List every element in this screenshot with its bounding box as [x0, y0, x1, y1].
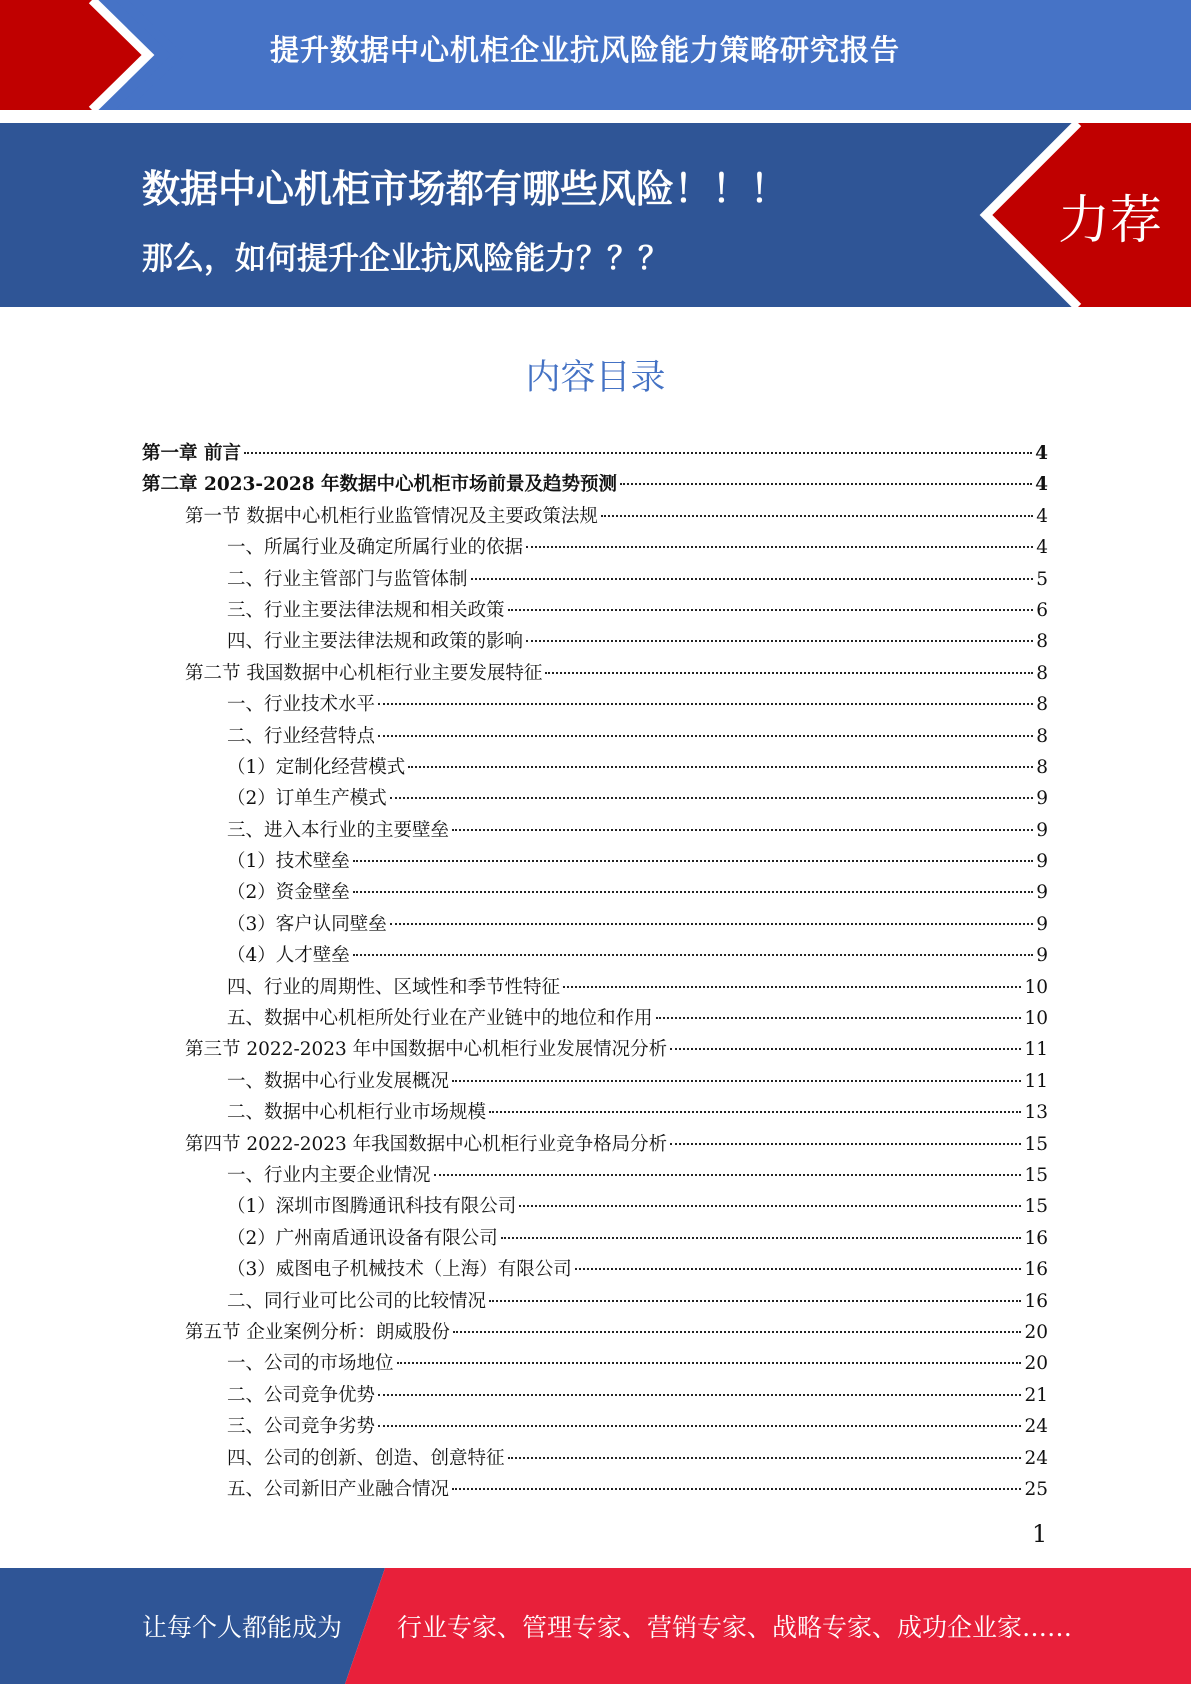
toc-entry-page: 9 — [1036, 819, 1048, 841]
toc-entry[interactable] — [142, 1003, 1048, 1034]
report-title-banner — [0, 0, 1191, 110]
toc-entry-label: 三、进入本行业的主要壁垒 — [227, 819, 450, 841]
toc-entry[interactable] — [142, 972, 1048, 1003]
toc-dot-leader — [378, 703, 1033, 705]
toc-entry[interactable] — [142, 469, 1048, 500]
toc-dot-leader — [526, 546, 1033, 548]
toc-entry-page: 8 — [1036, 756, 1048, 778]
toc-entry-label: 第四节 2022-2023 年我国数据中心机柜行业竞争格局分析 — [185, 1133, 668, 1155]
toc-dot-leader — [670, 1143, 1021, 1145]
toc-dot-leader — [489, 1111, 1021, 1113]
toc-dot-leader — [519, 1205, 1021, 1207]
toc-entry-page: 9 — [1036, 882, 1048, 904]
toc-entry-page: 9 — [1036, 945, 1048, 967]
toc-entry-label: 二、同行业可比公司的比较情况 — [227, 1290, 487, 1312]
toc-entry-page: 10 — [1024, 1008, 1048, 1030]
toc-entry-label: （2）订单生产模式 — [227, 788, 387, 810]
toc-entry[interactable] — [142, 595, 1048, 626]
toc-entry-page: 8 — [1036, 631, 1048, 653]
toc-entry[interactable] — [142, 689, 1048, 720]
toc-entry[interactable] — [142, 815, 1048, 846]
toc-entry-page: 5 — [1036, 568, 1048, 590]
toc-heading: 内容目录 — [525, 358, 666, 398]
toc-entry-label: 四、行业的周期性、区域性和季节性特征 — [227, 976, 561, 998]
toc-entry-page: 11 — [1024, 1039, 1048, 1061]
toc-dot-leader — [620, 483, 1032, 485]
toc-dot-leader — [244, 452, 1032, 454]
toc-entry[interactable] — [142, 626, 1048, 657]
toc-dot-leader — [353, 954, 1033, 956]
toc-entry-page: 20 — [1024, 1321, 1048, 1343]
toc-entry[interactable] — [142, 1286, 1048, 1317]
toc-entry-page: 16 — [1024, 1227, 1048, 1249]
headline-question: 那么，如何提升企业抗风险能力？？？ — [142, 241, 669, 277]
toc-entry-page: 4 — [1035, 443, 1048, 464]
toc-dot-leader — [408, 766, 1033, 768]
toc-entry-page: 6 — [1036, 599, 1048, 621]
toc-entry-page: 4 — [1036, 505, 1048, 527]
toc-entry-page: 25 — [1024, 1478, 1048, 1500]
table-of-contents — [142, 438, 1048, 1505]
toc-dot-leader — [575, 1268, 1022, 1270]
toc-entry-label: （3）客户认同壁垒 — [227, 913, 387, 935]
footer-banner — [0, 1568, 1191, 1684]
toc-entry[interactable] — [142, 721, 1048, 752]
toc-entry-label: 第一节 数据中心机柜行业监管情况及主要政策法规 — [185, 505, 598, 527]
toc-entry-page: 15 — [1024, 1133, 1048, 1155]
toc-dot-leader — [378, 1394, 1021, 1396]
toc-entry-page: 16 — [1024, 1290, 1048, 1312]
toc-entry[interactable] — [142, 1254, 1048, 1285]
toc-dot-leader — [397, 1362, 1022, 1364]
toc-entry-label: （1）深圳市图腾通讯科技有限公司 — [227, 1196, 517, 1218]
toc-entry[interactable] — [142, 1034, 1048, 1065]
toc-dot-leader — [670, 1048, 1021, 1050]
toc-entry-page: 8 — [1036, 694, 1048, 716]
footer-slogan-left: 让每个人都能成为 — [142, 1613, 343, 1642]
toc-dot-leader — [452, 1080, 1021, 1082]
toc-entry-page: 21 — [1024, 1384, 1048, 1406]
toc-dot-leader — [390, 923, 1033, 925]
toc-entry[interactable] — [142, 783, 1048, 814]
headline-risks: 数据中心机柜市场都有哪些风险！！！ — [142, 167, 789, 211]
toc-entry[interactable] — [142, 1443, 1048, 1474]
toc-entry-label: 第一章 前言 — [142, 443, 241, 464]
toc-entry-label: （2）广州南盾通讯设备有限公司 — [227, 1227, 498, 1249]
toc-entry[interactable] — [142, 658, 1048, 689]
toc-dot-leader — [390, 797, 1033, 799]
toc-entry-page: 15 — [1024, 1196, 1048, 1218]
toc-dot-leader — [378, 735, 1033, 737]
toc-entry-label: （1）定制化经营模式 — [227, 756, 406, 778]
toc-entry-page: 9 — [1036, 851, 1048, 873]
page-number: 1 — [1032, 1520, 1048, 1548]
toc-dot-leader — [489, 1300, 1021, 1302]
toc-dot-leader — [526, 640, 1033, 642]
toc-entry-label: 第二章 2023-2028 年数据中心机柜市场前景及趋势预测 — [142, 474, 618, 496]
toc-dot-leader — [656, 1017, 1022, 1019]
toc-dot-leader — [601, 515, 1033, 517]
toc-dot-leader — [452, 829, 1033, 831]
toc-entry[interactable] — [142, 1348, 1048, 1379]
toc-entry-page: 15 — [1024, 1164, 1048, 1186]
toc-entry-page: 24 — [1024, 1447, 1048, 1469]
toc-dot-leader — [434, 1174, 1022, 1176]
toc-entry[interactable] — [142, 1160, 1048, 1191]
toc-entry[interactable] — [142, 846, 1048, 877]
footer-slogan-right: 行业专家、管理专家、营销专家、战略专家、成功企业家…… — [397, 1613, 1073, 1642]
toc-entry-page: 13 — [1024, 1102, 1048, 1124]
report-title: 提升数据中心机柜企业抗风险能力策略研究报告 — [270, 33, 901, 67]
toc-entry-label: 一、所属行业及确定所属行业的依据 — [227, 537, 524, 559]
toc-entry[interactable] — [142, 1474, 1048, 1505]
toc-entry-page: 4 — [1035, 474, 1048, 496]
toc-entry[interactable] — [142, 438, 1048, 469]
toc-entry[interactable] — [142, 564, 1048, 595]
toc-dot-leader — [471, 578, 1034, 580]
toc-entry-label: 二、行业主管部门与监管体制 — [227, 568, 468, 590]
toc-entry[interactable] — [142, 501, 1048, 532]
toc-entry-page: 24 — [1024, 1416, 1048, 1438]
toc-entry[interactable] — [142, 1317, 1048, 1348]
toc-dot-leader — [508, 1457, 1022, 1459]
recommend-badge-shape — [0, 123, 1191, 307]
toc-dot-leader — [378, 1425, 1021, 1427]
toc-entry-label: 三、行业主要法律法规和相关政策 — [227, 599, 505, 621]
toc-entry-label: 四、行业主要法律法规和政策的影响 — [227, 631, 524, 653]
toc-entry-label: 第五节 企业案例分析：朗威股份 — [185, 1321, 450, 1343]
toc-entry-label: 二、公司竞争优势 — [227, 1384, 376, 1406]
toc-entry-label: 二、行业经营特点 — [227, 725, 376, 747]
toc-dot-leader — [563, 986, 1021, 988]
toc-entry[interactable] — [142, 1223, 1048, 1254]
toc-entry-label: （1）技术壁垒 — [227, 851, 350, 873]
toc-dot-leader — [353, 860, 1033, 862]
toc-entry-label: （2）资金壁垒 — [227, 882, 350, 904]
toc-entry-label: 五、数据中心机柜所处行业在产业链中的地位和作用 — [227, 1008, 653, 1030]
toc-entry-page: 16 — [1024, 1259, 1048, 1281]
toc-entry[interactable] — [142, 877, 1048, 908]
toc-entry-page: 11 — [1024, 1070, 1048, 1092]
toc-dot-leader — [453, 1331, 1022, 1333]
toc-entry-page: 8 — [1036, 662, 1048, 684]
toc-entry[interactable] — [142, 940, 1048, 971]
toc-entry[interactable] — [142, 1191, 1048, 1222]
toc-entry[interactable] — [142, 532, 1048, 563]
toc-entry-label: 第二节 我国数据中心机柜行业主要发展特征 — [185, 662, 543, 684]
recommend-badge: 力荐 — [1058, 191, 1163, 251]
toc-entry-label: （3）威图电子机械技术（上海）有限公司 — [227, 1259, 572, 1281]
toc-dot-leader — [353, 891, 1033, 893]
toc-entry-label: 第三节 2022-2023 年中国数据中心机柜行业发展情况分析 — [185, 1039, 668, 1061]
toc-entry-page: 9 — [1036, 913, 1048, 935]
toc-dot-leader — [545, 672, 1033, 674]
toc-entry[interactable] — [142, 752, 1048, 783]
toc-entry-page: 4 — [1036, 537, 1048, 559]
toc-entry-label: 一、数据中心行业发展概况 — [227, 1070, 450, 1092]
toc-dot-leader — [501, 1237, 1022, 1239]
toc-dot-leader — [452, 1488, 1021, 1490]
headline-banner — [0, 123, 1191, 307]
toc-entry-label: 五、公司新旧产业融合情况 — [227, 1478, 450, 1500]
toc-entry-label: 三、公司竞争劣势 — [227, 1416, 376, 1438]
toc-entry[interactable] — [142, 1129, 1048, 1160]
toc-entry-label: 一、行业内主要企业情况 — [227, 1164, 431, 1186]
toc-entry-page: 10 — [1024, 976, 1048, 998]
toc-entry-label: （4）人才壁垒 — [227, 945, 350, 967]
toc-entry[interactable] — [142, 1380, 1048, 1411]
toc-entry-label: 一、行业技术水平 — [227, 694, 376, 716]
toc-entry[interactable] — [142, 909, 1048, 940]
toc-entry[interactable] — [142, 1411, 1048, 1442]
toc-entry-page: 20 — [1024, 1353, 1048, 1375]
toc-entry-page: 9 — [1036, 788, 1048, 810]
toc-entry[interactable] — [142, 1066, 1048, 1097]
toc-entry-label: 二、数据中心机柜行业市场规模 — [227, 1102, 487, 1124]
toc-dot-leader — [508, 609, 1034, 611]
toc-entry-label: 一、公司的市场地位 — [227, 1353, 394, 1375]
toc-entry-label: 四、公司的创新、创造、创意特征 — [227, 1447, 505, 1469]
toc-entry[interactable] — [142, 1097, 1048, 1128]
toc-entry-page: 8 — [1036, 725, 1048, 747]
